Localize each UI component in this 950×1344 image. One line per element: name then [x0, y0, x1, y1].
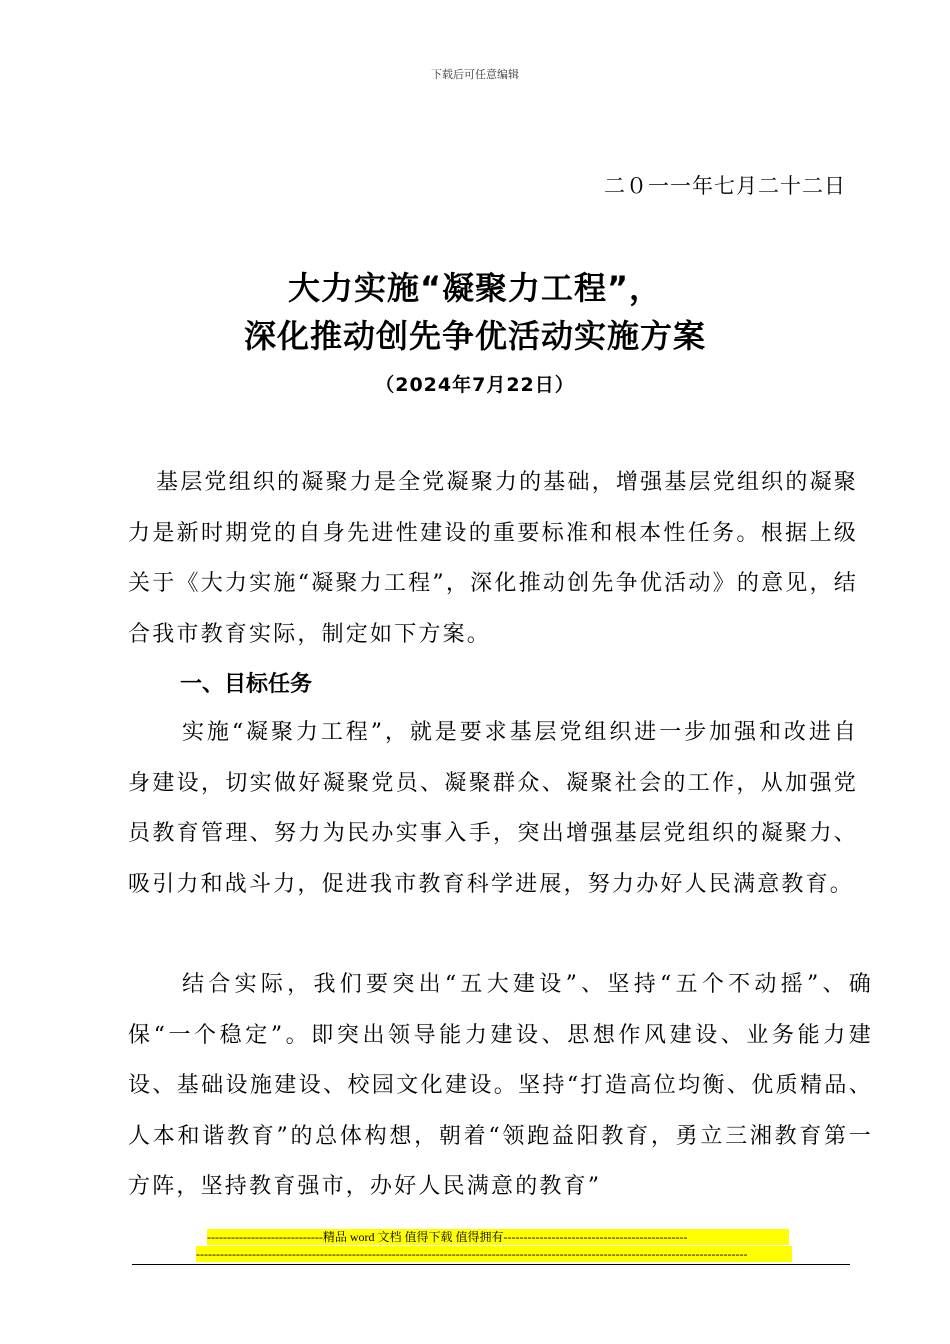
footer-divider [132, 1264, 850, 1265]
footer-banner-line2: ------------------------------------------------------------------------------------------------------------------------------------------ [196, 1246, 792, 1262]
date-line: 二０一一年七月二十二日 [604, 174, 846, 198]
document-title-line1: 大力实施“凝聚力工程”， [287, 269, 663, 307]
section-heading-goals: 一、目标任务 [180, 672, 313, 697]
header-note: 下载后可任意编辑 [431, 68, 519, 81]
section1-paragraph-1: 实施“凝聚力工程”，就是要求基层党组织进一步加强和改进自身建设，切实做好凝聚党员、凝聚群众、凝聚社会的工作，从加强党员教育管理、努力为民办实事入手，突出增强基层党组织的凝聚力、吸引力和战斗力，促进我市教育科学进展，努力办好人民满意教育。 [128, 720, 858, 897]
document-title-date: （2024年7月22日） [375, 374, 575, 396]
section1-paragraph-2: 结合实际，我们要突出“五大建设”、坚持“五个不动摇”、确保“一个稳定”。即突出领导能力建设、思想作风建设、业务能力建设、基础设施建设、校园文化建设。坚持“打造高位均衡、优质精品、人本和谐教育”的总体构想，朝着“领跑益阳教育，勇立三湘教育第一方阵，坚持教育强市，办好人民满意的教育” [128, 972, 873, 1199]
footer-banner-line1: -----------------------------精品 word 文档 值得下载 值得拥有---------------------------------------------- [207, 1229, 789, 1245]
document-title-line2: 深化推动创先争优活动实施方案 [243, 317, 706, 355]
intro-paragraph: 基层党组织的凝聚力是全党凝聚力的基础，增强基层党组织的凝聚力是新时期党的自身先进性建设的重要标准和根本性任务。根据上级关于《大力实施“凝聚力工程”，深化推动创先争优活动》的意见，结合我市教育实际，制定如下方案。 [128, 470, 858, 647]
